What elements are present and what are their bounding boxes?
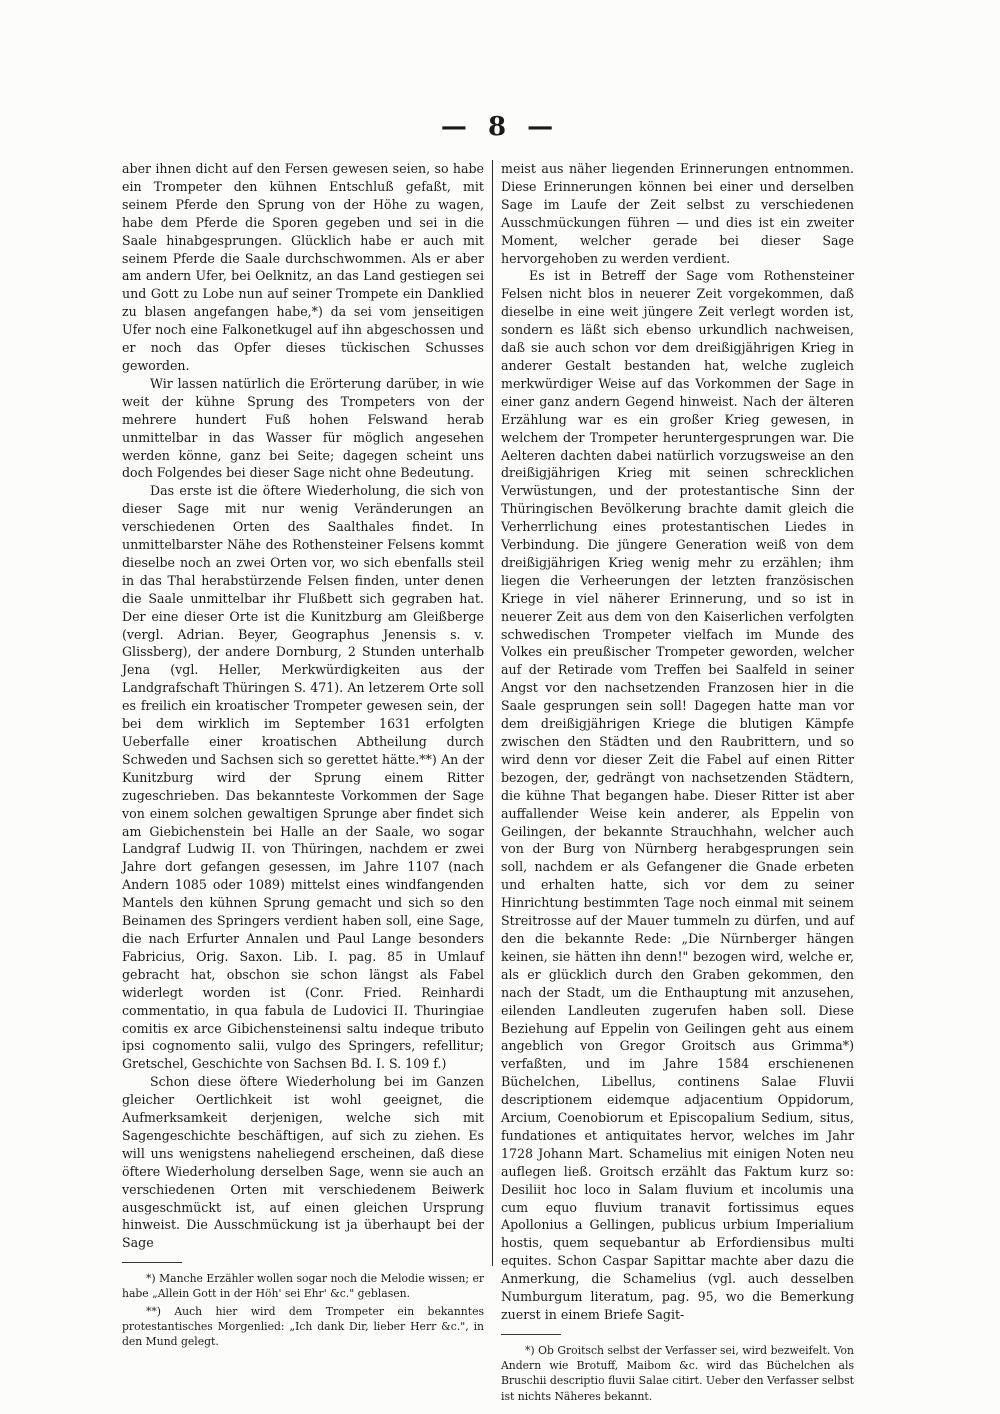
footnote-divider xyxy=(122,1262,182,1263)
footnote-divider xyxy=(501,1334,561,1335)
footnote: *) Ob Groitsch selbst der Verfasser sei, wird bezweifelt. Von Andern wie Brotuff, Maibom &c. wird das Büchelchen als Bruschii descriptio fluvii Salae citirt. Ueber den Verfasser selbst ist nichts Näheres bekannt. xyxy=(501,1343,854,1403)
left-column xyxy=(122,160,484,1349)
paragraph: meist aus näher liegenden Erinnerungen entnommen. Diese Erinnerungen können bei einer und derselben Sage im Laufe der Zeit selbst zu verschiedenen Ausschmückungen führen — und dies ist ein zweiter Moment, welcher gerade bei dieser Sage hervorgehoben zu werden verdient. xyxy=(501,161,854,266)
footnote: *) Manche Erzähler wollen sogar noch die Melodie wissen; er habe „Allein Gott in der Höh' sei Ehr' &c." geblasen. xyxy=(122,1272,484,1301)
right-column xyxy=(501,160,854,1403)
paragraph: Es ist in Betreff der Sage vom Rothensteiner Felsen nicht blos in neuerer Zeit vorgekommen, daß dieselbe in eine weit jüngere Zeit verlegt worden ist, sondern es läßt sich ebenso urkundlich nachweisen, daß sie auch schon vor dem dreißigjährigen Krieg in anderer Gestalt bestanden hat, welche zugleich merkwürdiger Weise auf das Vorkommen der Sage in einer ganz andern Gegend hinweist. Nach der älteren Erzählung war es ein großer Krieg gewesen, in welchem der Trompeter heruntergesprungen war. Die Aelteren dachten dabei natürlich vorzugsweise an den dreißigjährigen Krieg mit seinen schrecklichen Verwüstungen, und der protestantische Sinn der Thüringischen Bevölkerung brachte damit gleich die Verherrlichung eines protestantischen Liedes in Verbindung. Die jüngere Generation weiß von dem dreißigjährigen Krieg wenig mehr zu erzählen; ihm liegen die Verheerungen der letzten französischen Kriege in viel näherer Erinnerung, und so ist in neuerer Zeit aus dem von den Kaiserlichen verfolgten schwedischen Trompeter vielfach im Munde des Volkes ein preußischer Trompeter geworden, welcher auf der Retirade vom Treffen bei Saalfeld in seiner Angst vor den nachsetzenden Franzosen hier in die Saale gesprungen sein soll! Dagegen hatte man vor dem dreißigjährigen Kriege die blutigen Kämpfe zwischen den Städten und den Raubrittern, und so wird denn vor dieser Zeit die Fabel auf einen Ritter bezogen, der, gedrängt von nachsetzenden Städtern, die kühne That begangen habe. Dieser Ritter ist aber auffallender Weise kein anderer, als Eppelin von Geilingen, der bekannte Strauchhahn, welcher auch von der Burg von Nürnberg herabgesprungen sein soll, nachdem er als Gefangener die Gnade erbeten und erhalten hatte, sich vor dem zu seiner Hinrichtung bestimmten Tage noch einmal mit seinem Streitrosse auf der Mauer tummeln zu dürfen, und auf den die bekannte Rede: „Die Nürnberger hängen keinen, sie hätten ihn denn!" bezogen wird, welche er, als er glücklich durch den Graben gekommen, den nach der Stadt, um die Enthauptung mit anzusehen, eilenden Landleuten zugerufen haben soll. Diese Beziehung auf Eppelin von Geilingen geht aus einem angeblich von Gregor Groitsch aus Grimma*) verfaßten, und im Jahre 1584 erschienenen Büchelchen, Libellus, continens Salae Fluvii descriptionem eidemque adjacentium Oppidorum, Arcium, Coenobiorum et Episcopalium Sedium, situs, fundationes et antiquitates hervor, welches im Jahr 1728 Johann Mart. Schamelius mit einigen Noten neu auflegen ließ. Groitsch erzählt das Faktum kurz so: Desiliit hoc loco in Salam fluvium et incolumis una cum equo fluvium tranavit fortissimus eques Apollonius a Gellingen, publicus urbium Imperialium hostis, quem sequebantur ab Erfordiensibus multi equites. Schon Caspar Sapittar machte aber dazu die Anmerkung, die Schamelius (vgl. auch desselben Numburgum literatum, pag. 95, wo die Bemerkung zuerst in einem Briefe Sagit- xyxy=(501,268,854,1322)
paragraph: aber ihnen dicht auf den Fersen gewesen seien, so habe ein Trompeter den kühnen Entschluß gefaßt, mit seinem Pferde den Sprung von der Höhe zu wagen, habe dem Pferde die Sporen gegeben und sei in die Saale hinabgesprungen. Glücklich habe er auch mit seinem Pferde die Saale durchschwommen. Als er aber am andern Ufer, bei Oelknitz, an das Land gestiegen sei und Gott zu Lobe nun auf seiner Trompete ein Danklied zu blasen angefangen habe,*) da sei vom jenseitigen Ufer noch eine Falkonetkugel auf ihn abgeschossen und er noch das Opfer dieses tückischen Schusses geworden. xyxy=(122,161,484,373)
column-divider xyxy=(492,160,493,1266)
paragraph: Wir lassen natürlich die Erörterung darüber, in wie weit der kühne Sprung des Trompeters von der mehrere hundert Fuß hohen Felswand herab unmittelbar in das Wasser für möglich angesehen werden könne, ganz bei Seite; dagegen scheint uns doch Folgendes bei dieser Sage nicht ohne Bedeutung. xyxy=(122,375,484,481)
paragraph: Schon diese öftere Wiederholung bei im Ganzen gleicher Oertlichkeit ist wohl geeignet, die Aufmerksamkeit derjenigen, welche sich mit Sagengeschichte beschäftigen, auf sich zu ziehen. Es will uns wenigstens naheliegend erscheinen, daß diese öftere Wiederholung derselben Sage, wenn sie auch an verschiedenen Orten mit verschiedenem Beiwerk ausgeschmückt ist, auf einen gleichen Ursprung hinweist. Die Ausschmückung ist ja überhaupt bei der Sage xyxy=(122,1074,484,1251)
paragraph: Das erste ist die öftere Wiederholung, die sich von dieser Sage mit nur wenig Veränderungen an verschiedenen Orten des Saalthales findet. In unmittelbarster Nähe des Rothensteiner Felsens kommt dieselbe noch an zwei Orten vor, wo sich ebenfalls steil in das Thal herabstürzende Felsen finden, unter denen die Saale unmittelbar ihr Flußbett sich gegraben hat. Der eine dieser Orte ist die Kunitzburg am Gleißberge (vergl. Adrian. Beyer, Geographus Jenensis s. v. Glissberg), der andere Dornburg, 2 Stunden unterhalb Jena (vgl. Heller, Merkwürdigkeiten aus der Landgrafschaft Thüringen S. 471). An letzerem Orte soll es freilich ein kroatischer Trompeter gewesen sein, der bei dem wirklich im September 1631 erfolgten Ueberfalle einer kroatischen Abtheilung durch Schweden und Sachsen sich so gerettet hätte.**) An der Kunitzburg wird der Sprung einem Ritter zugeschrieben. Das bekannteste Vorkommen der Sage von einem solchen gewaltigen Sprunge aber findet sich am Giebichenstein bei Halle an der Saale, wo sogar Landgraf Ludwig II. von Thüringen, nachdem er zwei Jahre dort gefangen gesessen, im Jahre 1107 (nach Andern 1085 oder 1089) mittelst eines windfangenden Mantels den kühnen Sprung gemacht und sich so den Beinamen des Springers verdient haben soll, eine Sage, die nach Erfurter Annalen und Paul Lange besonders Fabricius, Orig. Saxon. Lib. I. pag. 85 in Umlauf gebracht hat, obschon sie schon längst als Fabel widerlegt worden ist (Conr. Fried. Reinhardi commentatio, in qua fabula de Ludovici II. Thuringiae comitis ex arce Gibichensteinensi saltu indeque tributo ipsi cognomento salii, vulgo des Springers, refellitur; Gretschel, Geschichte von Sachsen Bd. I. S. 109 f.) xyxy=(122,483,484,1072)
footnote: **) Auch hier wird dem Trompeter ein bekanntes protestantisches Morgenlied: „Ich dank Dir, lieber Herr &c.", in den Mund gelegt. xyxy=(122,1304,484,1349)
page-number: — 8 — xyxy=(440,112,560,142)
